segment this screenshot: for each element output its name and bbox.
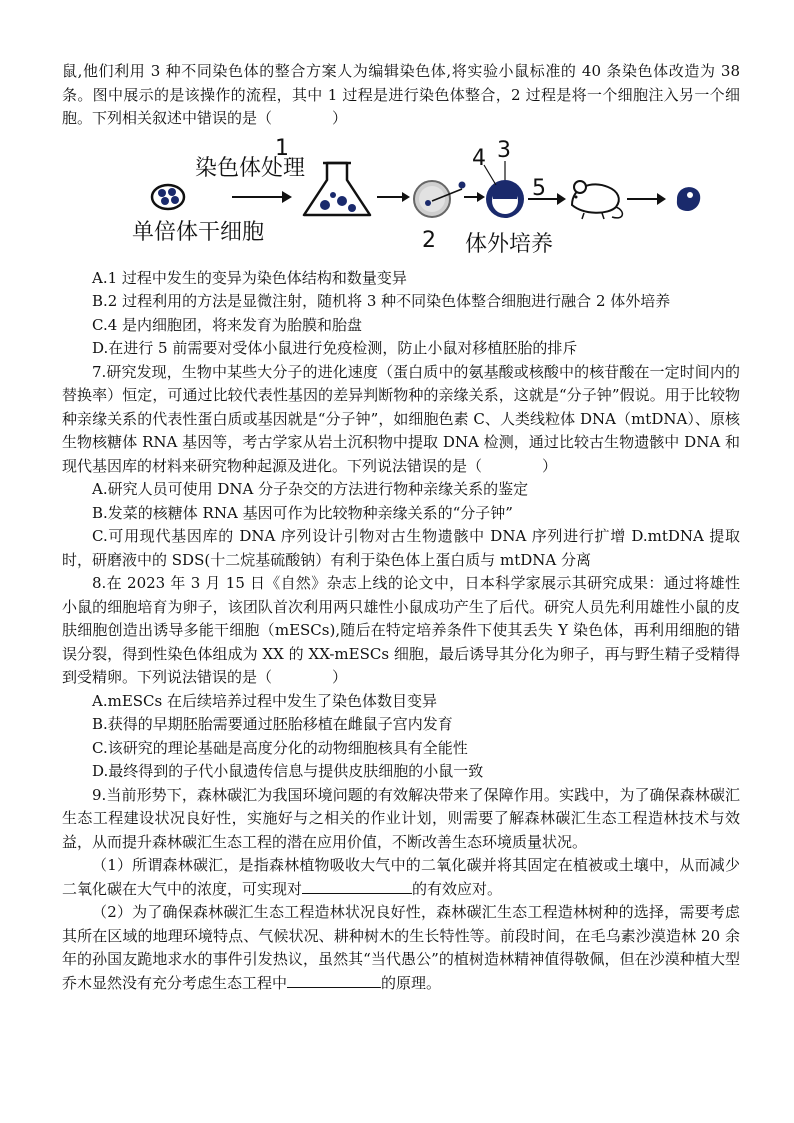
q8-option-c: C.该研究的理论基础是高度分化的动物细胞核具有全能性 [92,738,468,757]
q6-option-c: C.4 是内细胞团，将来发育为胎膜和胎盘 [92,315,363,334]
q7-option-b: B.发菜的核糖体 RNA 基因可作为比较物种亲缘关系的“分子钟” [92,503,513,522]
step-1-label: 1 [275,135,289,161]
blastocyst-icon [484,161,524,218]
q9-answer-blank-1[interactable] [302,879,412,894]
flow-diagram [62,135,740,265]
document-page [62,60,740,995]
q8-stem: 8.在 2023 年 3 月 15 日《自然》杂志上线的论文中，日本科学家展示其研究成果：通过将雄性小鼠的细胞培育为卵子，该团队首次利用两只雄性小鼠成功产生了后代。研究人员先利用雄性小鼠的皮肤细胞创造出诱导多能干细胞（mESCs),随后在特定培养条件下使其丢失 Y 染色体，再利用细胞的错误分裂，得到性染色体组成为 XX 的 XX-mESCs 细胞，最后诱导其分化为卵子，再与野生精子受精得到受精卵。下列说法错误的是（ ） [62,574,740,686]
step-4-label: 4 [472,145,486,171]
label-haploid-stem-cell: 单倍体干细胞 [132,219,265,245]
haploid-cell-dish-icon [152,185,184,209]
arrow-step-6-icon [627,193,666,205]
mouse-icon [572,181,622,219]
q6-option-a: A.1 过程中发生的变异为染色体结构和数量变异 [92,268,407,287]
step-3-label: 3 [497,137,511,163]
q9-part-2-text: （2）为了确保森林碳汇生态工程造林状况良好性，森林碳汇生态工程造林树种的选择，需要考虑其所在区域的地理环境特点、气候状况、耕种树木的生长特性等。前段时间，在毛乌素沙漠造林 20 余年的孙国友跪地求水的事件引发热议，虽然其“当代愚公”的植树造林精神值得敬佩，但在沙漠种植大型乔木显然没有充分考虑生态工程中 [62,903,740,992]
flow-diagram-svg [92,135,712,265]
label-chromosome-treatment: 染色体处理 [195,155,306,181]
q9-answer-blank-2[interactable] [287,973,381,988]
q6-option-b: B.2 过程利用的方法是显微注射，随机将 3 种不同染色体整合细胞进行融合 2 体外培养 [92,292,671,310]
q9-part-1 [62,854,740,901]
arrow-step-3-icon [464,192,485,202]
q9-part-1-tail: 的有效应对。 [412,879,503,898]
embryo-icon [677,187,700,211]
step-2-label: 2 [422,227,436,253]
q9-part-2-tail: 的原理。 [381,973,442,992]
q7-option-cd: C.可用现代基因库的 DNA 序列设计引物对古生物遗骸中 DNA 序列进行扩增 D.mtDNA 提取时，研磨液中的 SDS(十二烷基硫酸钠）有利于染色体上蛋白质与 mtDNA 分离 [62,527,740,569]
q6-option-d: D.在进行 5 前需要对受体小鼠进行免疫检测，防止小鼠对移植胚胎的排斥 [92,339,578,357]
q8-option-b: B.获得的早期胚胎需要通过胚胎移植在雌鼠子宫内发育 [92,715,453,733]
q8-option-d: D.最终得到的子代小鼠遗传信息与提供皮肤细胞的小鼠一致 [92,762,484,780]
q9-part-2 [62,901,740,995]
arrow-step-2-icon [377,192,410,202]
q9-part-1-text: （1）所谓森林碳汇，是指森林植物吸收大气中的二氧化碳并将其固定在植被或土壤中，从而减少二氧化碳在大气中的浓度，可实现对 [62,856,740,898]
q7-option-a: A.研究人员可使用 DNA 分子杂交的方法进行物种亲缘关系的鉴定 [92,480,529,498]
q9-stem: 9.当前形势下，森林碳汇为我国环境问题的有效解决带来了保障作用。实践中，为了确保森林碳汇生态工程建设状况良好性，实施好与之相关的作业计划，则需要了解森林碳汇生态工程造林技术与效益，从而提升森林碳汇生态工程的潜在应用价值，不断改善生态环境质量状况。 [62,785,740,851]
step-5-label: 5 [532,175,546,201]
oocyte-injection-icon [414,181,466,217]
q6-stem: 鼠,他们利用 3 种不同染色体的整合方案人为编辑染色体,将实验小鼠标准的 40 条染色体改造为 38 条。图中展示的是该操作的流程，其中 1 过程是进行染色体整合，2 过程是将一个细胞注入另一个细胞。下列相关叙述中错误的是（ ） [62,62,740,127]
q7-stem: 7.研究发现，生物中某些大分子的进化速度（蛋白质中的氨基酸或核酸中的核苷酸在一定时间内的替换率）恒定，可通过比较代表性基因的差异判断物种的亲缘关系，这就是“分子钟”假说。用于比较物种亲缘关系的代表性蛋白质或基因就是“分子钟”，如细胞色素 C、人类线粒体 DNA（mtDNA）、原核生物核糖体 RNA 基因等，考古学家从岩土沉积物中提取 DNA 检测，通过比较古生物遗骸中 DNA 和现代基因库的材料来研究物种起源及进化。下列说法错误的是（ ） [62,362,740,475]
q8-option-a: A.mESCs 在后续培养过程中发生了染色体数目变异 [92,691,437,710]
flask-icon [304,163,370,215]
arrow-step-1-icon [232,191,292,203]
label-in-vitro-culture: 体外培养 [465,231,554,257]
